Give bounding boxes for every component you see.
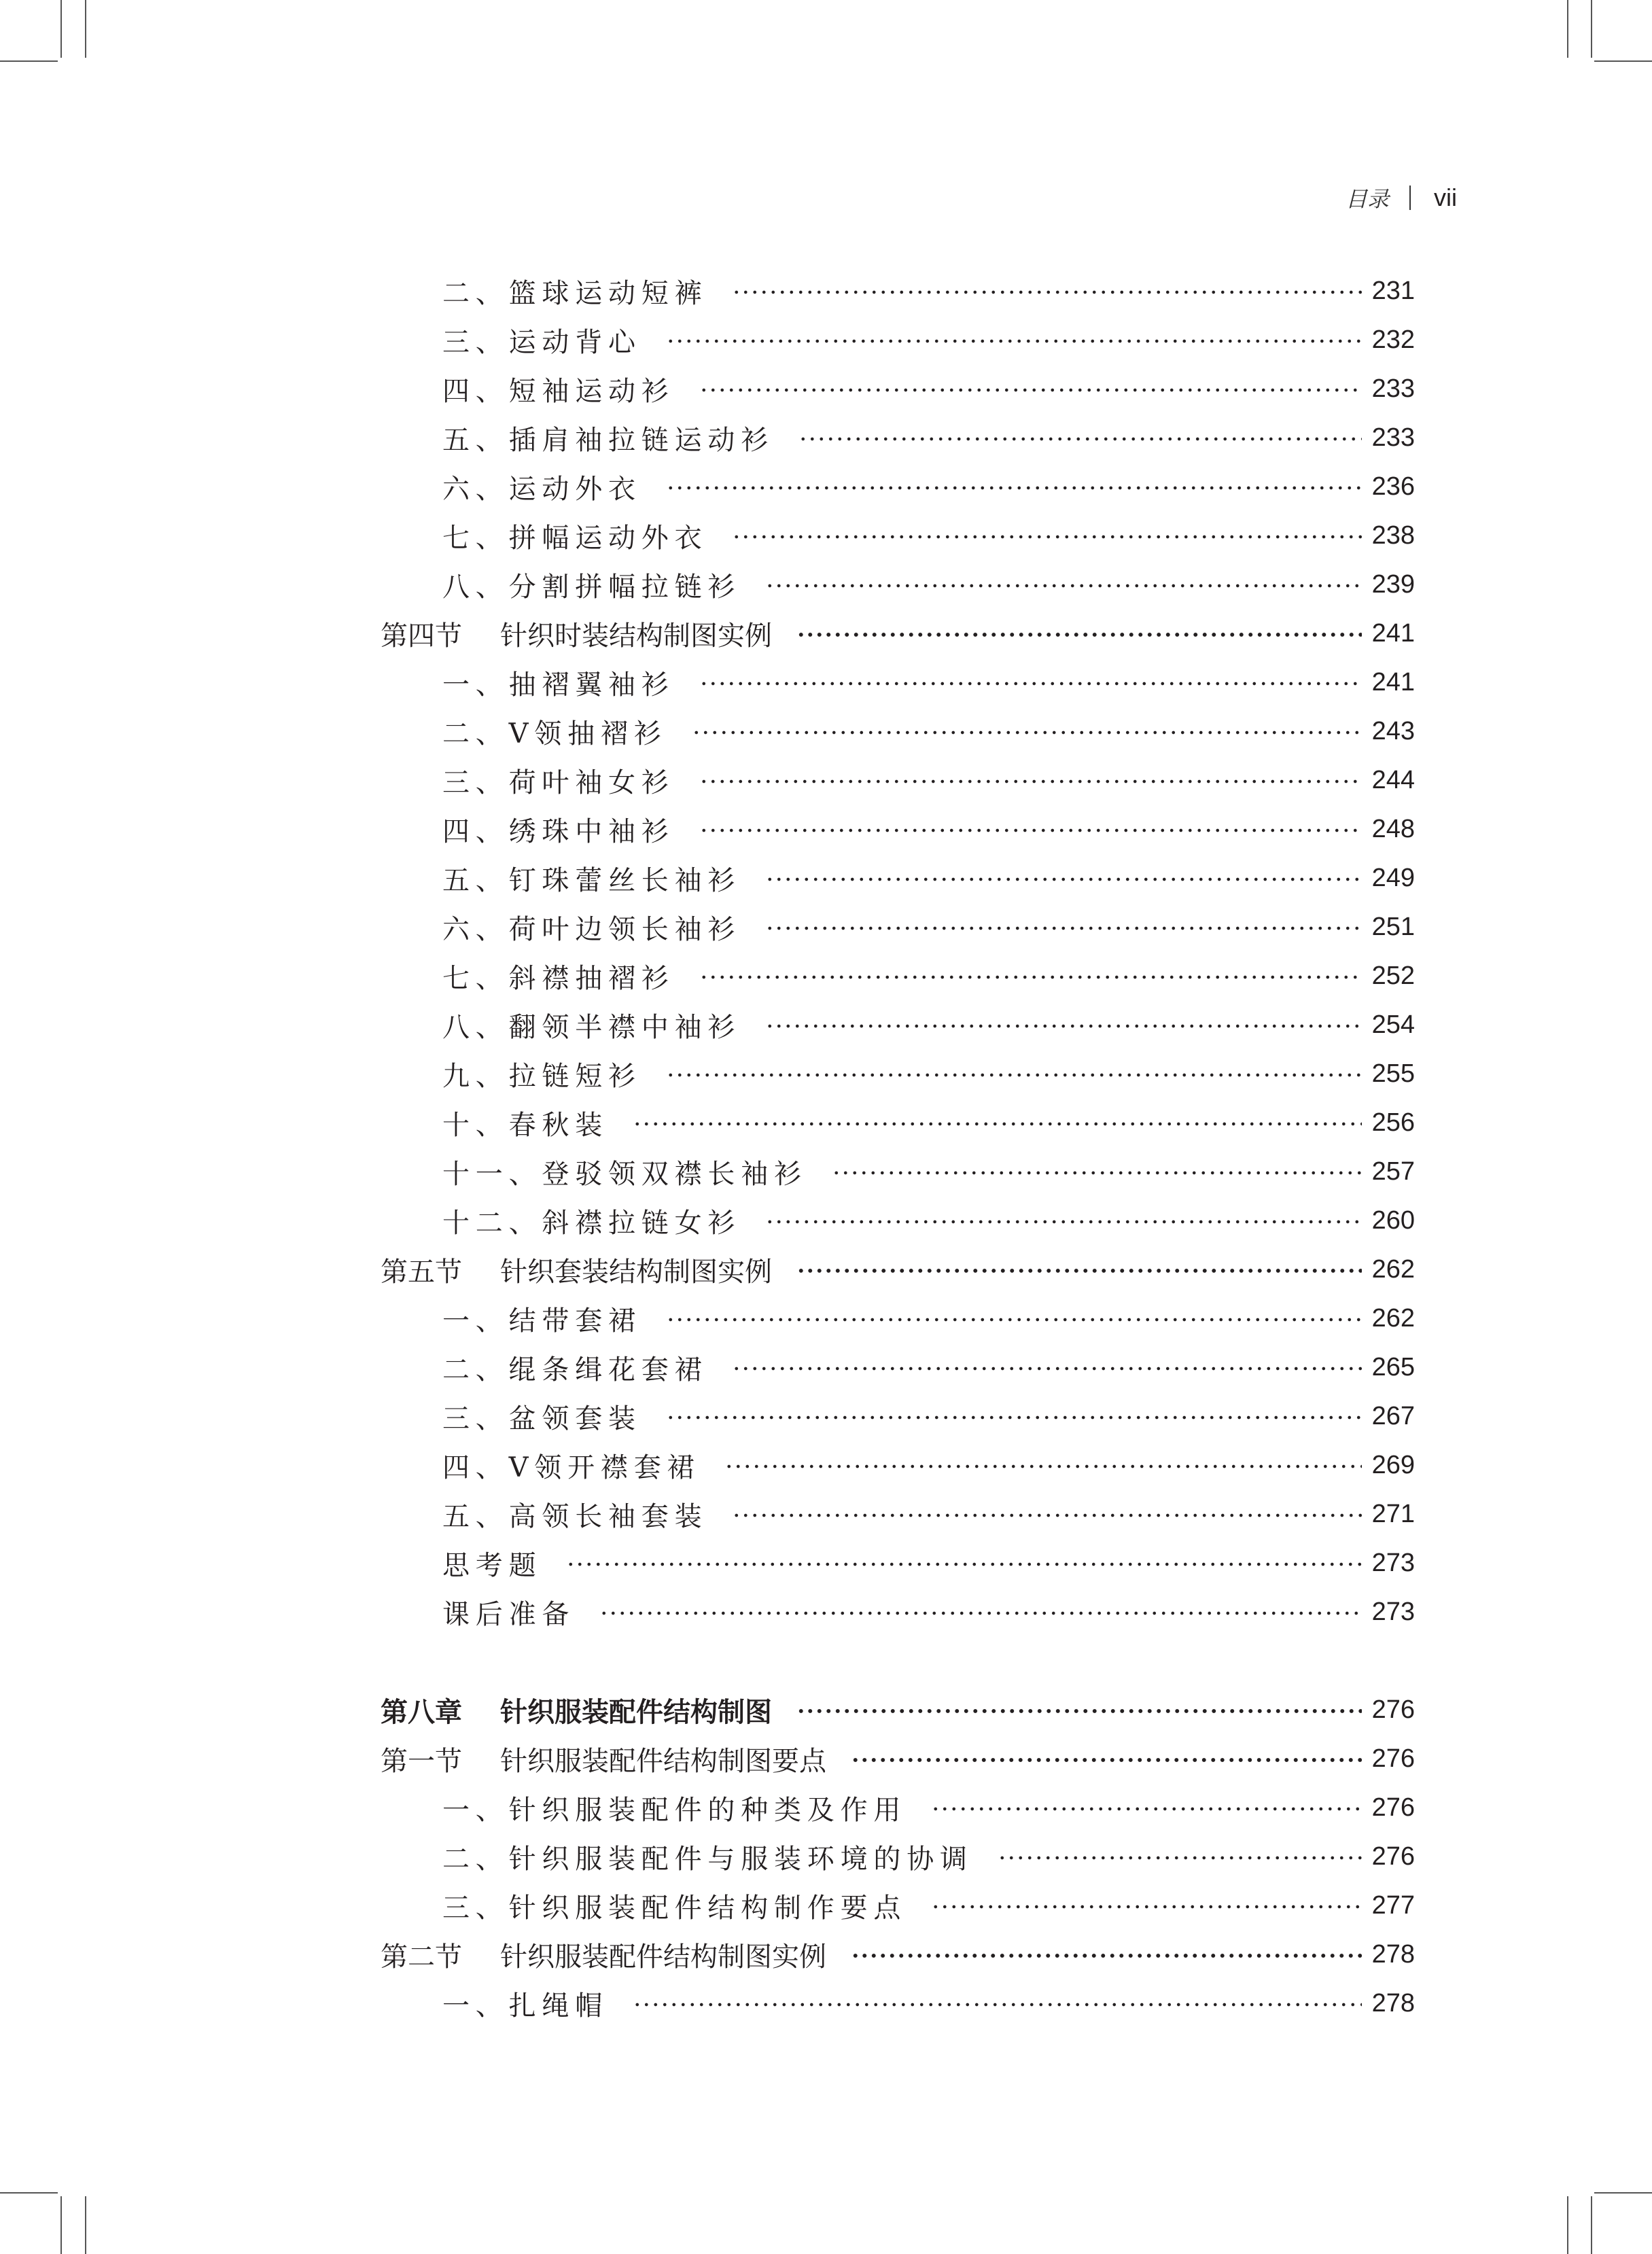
toc-entry-item[interactable] — [381, 805, 1415, 853]
entry-number: 二、 — [442, 1843, 509, 1875]
dot-leader — [666, 486, 1362, 490]
entry-number: 十二、 — [442, 1207, 542, 1239]
entry-page: 256 — [1371, 1108, 1415, 1137]
entry-label — [381, 1250, 772, 1289]
dot-leader — [666, 1415, 1362, 1420]
dot-leader — [765, 877, 1362, 881]
entry-label — [381, 663, 675, 702]
crop-mark — [1591, 2196, 1592, 2254]
toc-entry-item[interactable] — [381, 1441, 1415, 1490]
entry-number: 五、 — [442, 424, 509, 456]
entry-label — [381, 810, 675, 849]
entry-label — [381, 859, 741, 898]
entry-number: 五、 — [442, 864, 509, 896]
entry-page: 267 — [1371, 1401, 1415, 1430]
toc-entry-item[interactable] — [381, 560, 1415, 609]
crop-mark — [85, 2196, 86, 2254]
entry-number: 十、 — [442, 1109, 509, 1141]
entry-number: 四、 — [442, 375, 509, 407]
toc-entry-item[interactable] — [381, 1881, 1415, 1930]
dot-leader — [699, 388, 1362, 392]
entry-title: 斜襟拉链女衫 — [542, 1207, 741, 1239]
dot-leader — [732, 1513, 1362, 1517]
entry-page: 254 — [1371, 1010, 1415, 1039]
entry-page: 276 — [1371, 1744, 1415, 1773]
toc-entry-item[interactable] — [381, 1294, 1415, 1343]
entry-title: 运动背心 — [508, 326, 642, 358]
dot-leader — [699, 779, 1362, 783]
crop-mark — [85, 0, 86, 58]
entry-number: 三、 — [442, 1892, 509, 1924]
toc-entry-item[interactable] — [381, 707, 1415, 756]
entry-title: 拼幅运动外衣 — [508, 522, 708, 554]
toc-entry-item[interactable] — [381, 853, 1415, 902]
entry-page: 276 — [1371, 1842, 1415, 1871]
toc-entry-item[interactable] — [381, 1832, 1415, 1881]
toc-entry-item[interactable] — [381, 315, 1415, 364]
crop-mark — [1567, 2196, 1568, 2254]
entry-number: 六、 — [442, 473, 509, 505]
toc-entry-section[interactable] — [381, 609, 1415, 658]
toc-entry-item[interactable] — [381, 1343, 1415, 1392]
entry-page: 252 — [1371, 961, 1415, 990]
group-spacer — [381, 1636, 1415, 1685]
dot-leader — [931, 1807, 1362, 1811]
entry-label — [381, 908, 741, 947]
entry-label — [381, 1348, 707, 1387]
entry-number: 二、 — [442, 277, 509, 309]
entry-page: 241 — [1371, 618, 1415, 648]
entry-page: 278 — [1371, 1939, 1415, 1969]
dot-leader — [599, 1611, 1362, 1615]
toc-entry-item[interactable] — [381, 462, 1415, 511]
entry-page: 262 — [1371, 1254, 1415, 1284]
entry-page: 233 — [1371, 423, 1415, 452]
entry-label — [381, 565, 741, 604]
dot-leader — [851, 1954, 1362, 1958]
entry-label — [381, 321, 642, 359]
entry-label — [381, 370, 675, 408]
entry-number: 一、 — [442, 1990, 509, 2022]
dot-leader — [998, 1856, 1362, 1860]
crop-mark — [1591, 0, 1592, 58]
dot-leader — [724, 1464, 1362, 1468]
toc-entry-item[interactable] — [381, 756, 1415, 805]
entry-label — [381, 1104, 608, 1142]
toc-entry-section[interactable] — [381, 1245, 1415, 1294]
entry-page: 273 — [1371, 1548, 1415, 1577]
entry-number: 二、 — [442, 1354, 509, 1386]
entry-page: 249 — [1371, 863, 1415, 892]
entry-title: V领抽褶衫 — [508, 718, 667, 750]
entry-page: 238 — [1371, 521, 1415, 550]
dot-leader — [699, 682, 1362, 686]
dot-leader — [666, 1073, 1362, 1077]
entry-number: 七、 — [442, 962, 509, 994]
toc-entry-item[interactable] — [381, 1147, 1415, 1196]
toc-entry-item[interactable] — [381, 511, 1415, 560]
toc-entry-item[interactable] — [381, 1049, 1415, 1098]
entry-title: 斜襟抽褶衫 — [508, 962, 675, 994]
entry-number: 第一节 — [381, 1745, 462, 1777]
page-number: vii — [1434, 183, 1458, 211]
entry-page: 243 — [1371, 716, 1415, 745]
entry-title: 荷叶袖女衫 — [508, 767, 675, 798]
entry-page: 265 — [1371, 1352, 1415, 1381]
entry-number: 第四节 — [381, 620, 462, 652]
entry-label — [381, 468, 642, 506]
dot-leader — [699, 828, 1362, 832]
entry-page: 262 — [1371, 1303, 1415, 1333]
entry-number: 九、 — [442, 1060, 509, 1092]
entry-page: 278 — [1371, 1988, 1415, 2018]
running-header — [1346, 182, 1457, 213]
entry-page: 257 — [1371, 1157, 1415, 1186]
dot-leader — [699, 975, 1362, 979]
crop-mark — [1567, 0, 1568, 58]
entry-label — [381, 1446, 700, 1485]
dot-leader — [798, 437, 1362, 441]
entry-label — [381, 957, 675, 996]
entry-number: 一、 — [442, 1305, 509, 1337]
entry-title: 分割拼幅拉链衫 — [508, 571, 741, 603]
entry-page: 239 — [1371, 569, 1415, 599]
entry-number: 六、 — [442, 913, 509, 945]
dot-leader — [732, 290, 1362, 294]
toc-entry-item[interactable] — [381, 1783, 1415, 1832]
entry-label — [381, 1397, 642, 1436]
entry-label — [381, 1691, 772, 1729]
entry-label — [381, 614, 772, 653]
dot-leader — [633, 2003, 1362, 2007]
entry-page: 251 — [1371, 912, 1415, 941]
crop-mark — [1594, 60, 1652, 62]
entry-number: 二、 — [442, 718, 509, 750]
toc-entry-item[interactable] — [381, 266, 1415, 315]
entry-title: 盆领套装 — [508, 1403, 642, 1434]
entry-label — [381, 1935, 826, 1974]
dot-leader — [765, 1220, 1362, 1224]
entry-label — [381, 1201, 741, 1240]
dot-leader — [666, 1318, 1362, 1322]
dot-leader — [796, 1269, 1362, 1273]
table-of-contents — [381, 266, 1415, 2028]
entry-page: 273 — [1371, 1597, 1415, 1626]
entry-label — [381, 1740, 826, 1778]
entry-label — [381, 272, 707, 311]
entry-title: 针织服装配件的种类及作用 — [508, 1794, 907, 1826]
dot-leader — [765, 584, 1362, 588]
entry-title: 登驳领双襟长袖衫 — [542, 1158, 807, 1190]
entry-number: 八、 — [442, 571, 509, 603]
toc-entry-item[interactable] — [381, 658, 1415, 707]
entry-page: 276 — [1371, 1695, 1415, 1724]
entry-title: V领开襟套裙 — [508, 1451, 701, 1483]
entry-label — [381, 1544, 542, 1583]
dot-leader — [566, 1562, 1362, 1566]
entry-label — [381, 1006, 741, 1044]
toc-entry-chapter[interactable] — [381, 1685, 1415, 1734]
toc-entry-section[interactable] — [381, 1734, 1415, 1783]
entry-title: 针织服装配件结构制图 — [500, 1695, 772, 1728]
entry-label — [381, 712, 667, 751]
entry-number: 八、 — [442, 1011, 509, 1043]
entry-label — [381, 1299, 642, 1338]
entry-label — [381, 1837, 973, 1876]
entry-title: 抽褶翼袖衫 — [508, 669, 675, 701]
entry-number: 三、 — [442, 767, 509, 798]
toc-entry-section[interactable] — [381, 1930, 1415, 1979]
entry-page: 276 — [1371, 1793, 1415, 1822]
entry-label — [381, 761, 675, 800]
crop-mark — [0, 60, 58, 62]
entry-page: 244 — [1371, 765, 1415, 794]
dot-leader — [796, 633, 1362, 637]
entry-title: 短袖运动衫 — [508, 375, 675, 407]
entry-page: 271 — [1371, 1499, 1415, 1528]
toc-entry-item[interactable] — [381, 1979, 1415, 2028]
toc-entry-item[interactable] — [381, 1196, 1415, 1245]
entry-title: 绣珠中袖衫 — [508, 815, 675, 847]
crop-mark — [0, 2192, 58, 2194]
header-title: 目录 — [1346, 186, 1390, 212]
toc-entry-item[interactable] — [381, 1098, 1415, 1147]
dot-leader — [796, 1709, 1362, 1713]
entry-page: 277 — [1371, 1890, 1415, 1920]
dot-leader — [692, 730, 1363, 735]
header-divider — [1409, 186, 1411, 210]
toc-entry-item[interactable] — [381, 1000, 1415, 1049]
dot-leader — [666, 339, 1362, 343]
toc-entry-item[interactable] — [381, 1490, 1415, 1538]
dot-leader — [732, 535, 1362, 539]
entry-number: 第五节 — [381, 1256, 462, 1288]
entry-title: 插肩袖拉链运动衫 — [508, 424, 775, 456]
entry-title: 思考题 — [442, 1549, 542, 1581]
entry-title: 结带套裙 — [508, 1305, 642, 1337]
entry-number: 第八章 — [381, 1695, 462, 1728]
entry-title: 篮球运动短裤 — [508, 277, 708, 309]
entry-label — [381, 1152, 807, 1191]
toc-entry-item[interactable] — [381, 1587, 1415, 1636]
entry-number: 一、 — [442, 669, 509, 701]
dot-leader — [931, 1905, 1362, 1909]
toc-entry-item[interactable] — [381, 364, 1415, 413]
toc-entry-item[interactable] — [381, 413, 1415, 462]
entry-title: 针织服装配件与服装环境的协调 — [508, 1843, 973, 1875]
dot-leader — [765, 1024, 1362, 1028]
entry-number: 五、 — [442, 1500, 509, 1532]
entry-title: 课后准备 — [442, 1598, 576, 1630]
entry-page: 260 — [1371, 1205, 1415, 1235]
entry-title: 针织套装结构制图实例 — [500, 1256, 772, 1288]
toc-entry-item[interactable] — [381, 1392, 1415, 1441]
entry-title: 高领长袖套装 — [508, 1500, 708, 1532]
entry-number: 十一、 — [442, 1158, 542, 1190]
entry-page: 255 — [1371, 1059, 1415, 1088]
entry-number: 一、 — [442, 1794, 509, 1826]
dot-leader — [765, 926, 1362, 930]
entry-number: 七、 — [442, 522, 509, 554]
entry-title: 扎绳帽 — [508, 1990, 609, 2022]
entry-number: 第二节 — [381, 1941, 462, 1973]
entry-title: 运动外衣 — [508, 473, 642, 505]
entry-label — [381, 1055, 642, 1093]
entry-title: 针织服装配件结构制图实例 — [500, 1941, 826, 1973]
crop-mark — [60, 0, 62, 58]
entry-number: 三、 — [442, 1403, 509, 1434]
entry-title: 针织时装结构制图实例 — [500, 620, 772, 652]
dot-leader — [832, 1171, 1362, 1175]
crop-mark — [1594, 2192, 1652, 2194]
entry-title: 拉链短衫 — [508, 1060, 642, 1092]
entry-title: 针织服装配件结构制作要点 — [508, 1892, 907, 1924]
entry-label — [381, 1886, 907, 1925]
entry-page: 269 — [1371, 1450, 1415, 1479]
entry-number: 四、 — [442, 1451, 509, 1483]
entry-label — [381, 1593, 575, 1632]
entry-title: 荷叶边领长袖衫 — [508, 913, 741, 945]
entry-label — [381, 1984, 608, 2023]
entry-page: 232 — [1371, 325, 1415, 354]
entry-label — [381, 419, 774, 457]
entry-title: 针织服装配件结构制图要点 — [500, 1745, 826, 1777]
entry-label — [381, 1495, 707, 1534]
entry-page: 236 — [1371, 472, 1415, 501]
entry-number: 三、 — [442, 326, 509, 358]
toc-entry-item[interactable] — [381, 902, 1415, 951]
entry-title: 春秋装 — [508, 1109, 609, 1141]
entry-number: 四、 — [442, 815, 509, 847]
entry-title: 翻领半襟中袖衫 — [508, 1011, 741, 1043]
entry-page: 248 — [1371, 814, 1415, 843]
entry-title: 绲条缉花套裙 — [508, 1354, 708, 1386]
entry-label — [381, 516, 707, 555]
toc-entry-item[interactable] — [381, 951, 1415, 1000]
entry-page: 233 — [1371, 374, 1415, 403]
entry-label — [381, 1789, 907, 1827]
entry-page: 241 — [1371, 667, 1415, 697]
entry-page: 231 — [1371, 276, 1415, 305]
crop-mark — [60, 2196, 62, 2254]
dot-leader — [851, 1758, 1362, 1762]
dot-leader — [633, 1122, 1362, 1126]
dot-leader — [732, 1367, 1362, 1371]
entry-title: 钉珠蕾丝长袖衫 — [508, 864, 741, 896]
toc-entry-item[interactable] — [381, 1538, 1415, 1587]
